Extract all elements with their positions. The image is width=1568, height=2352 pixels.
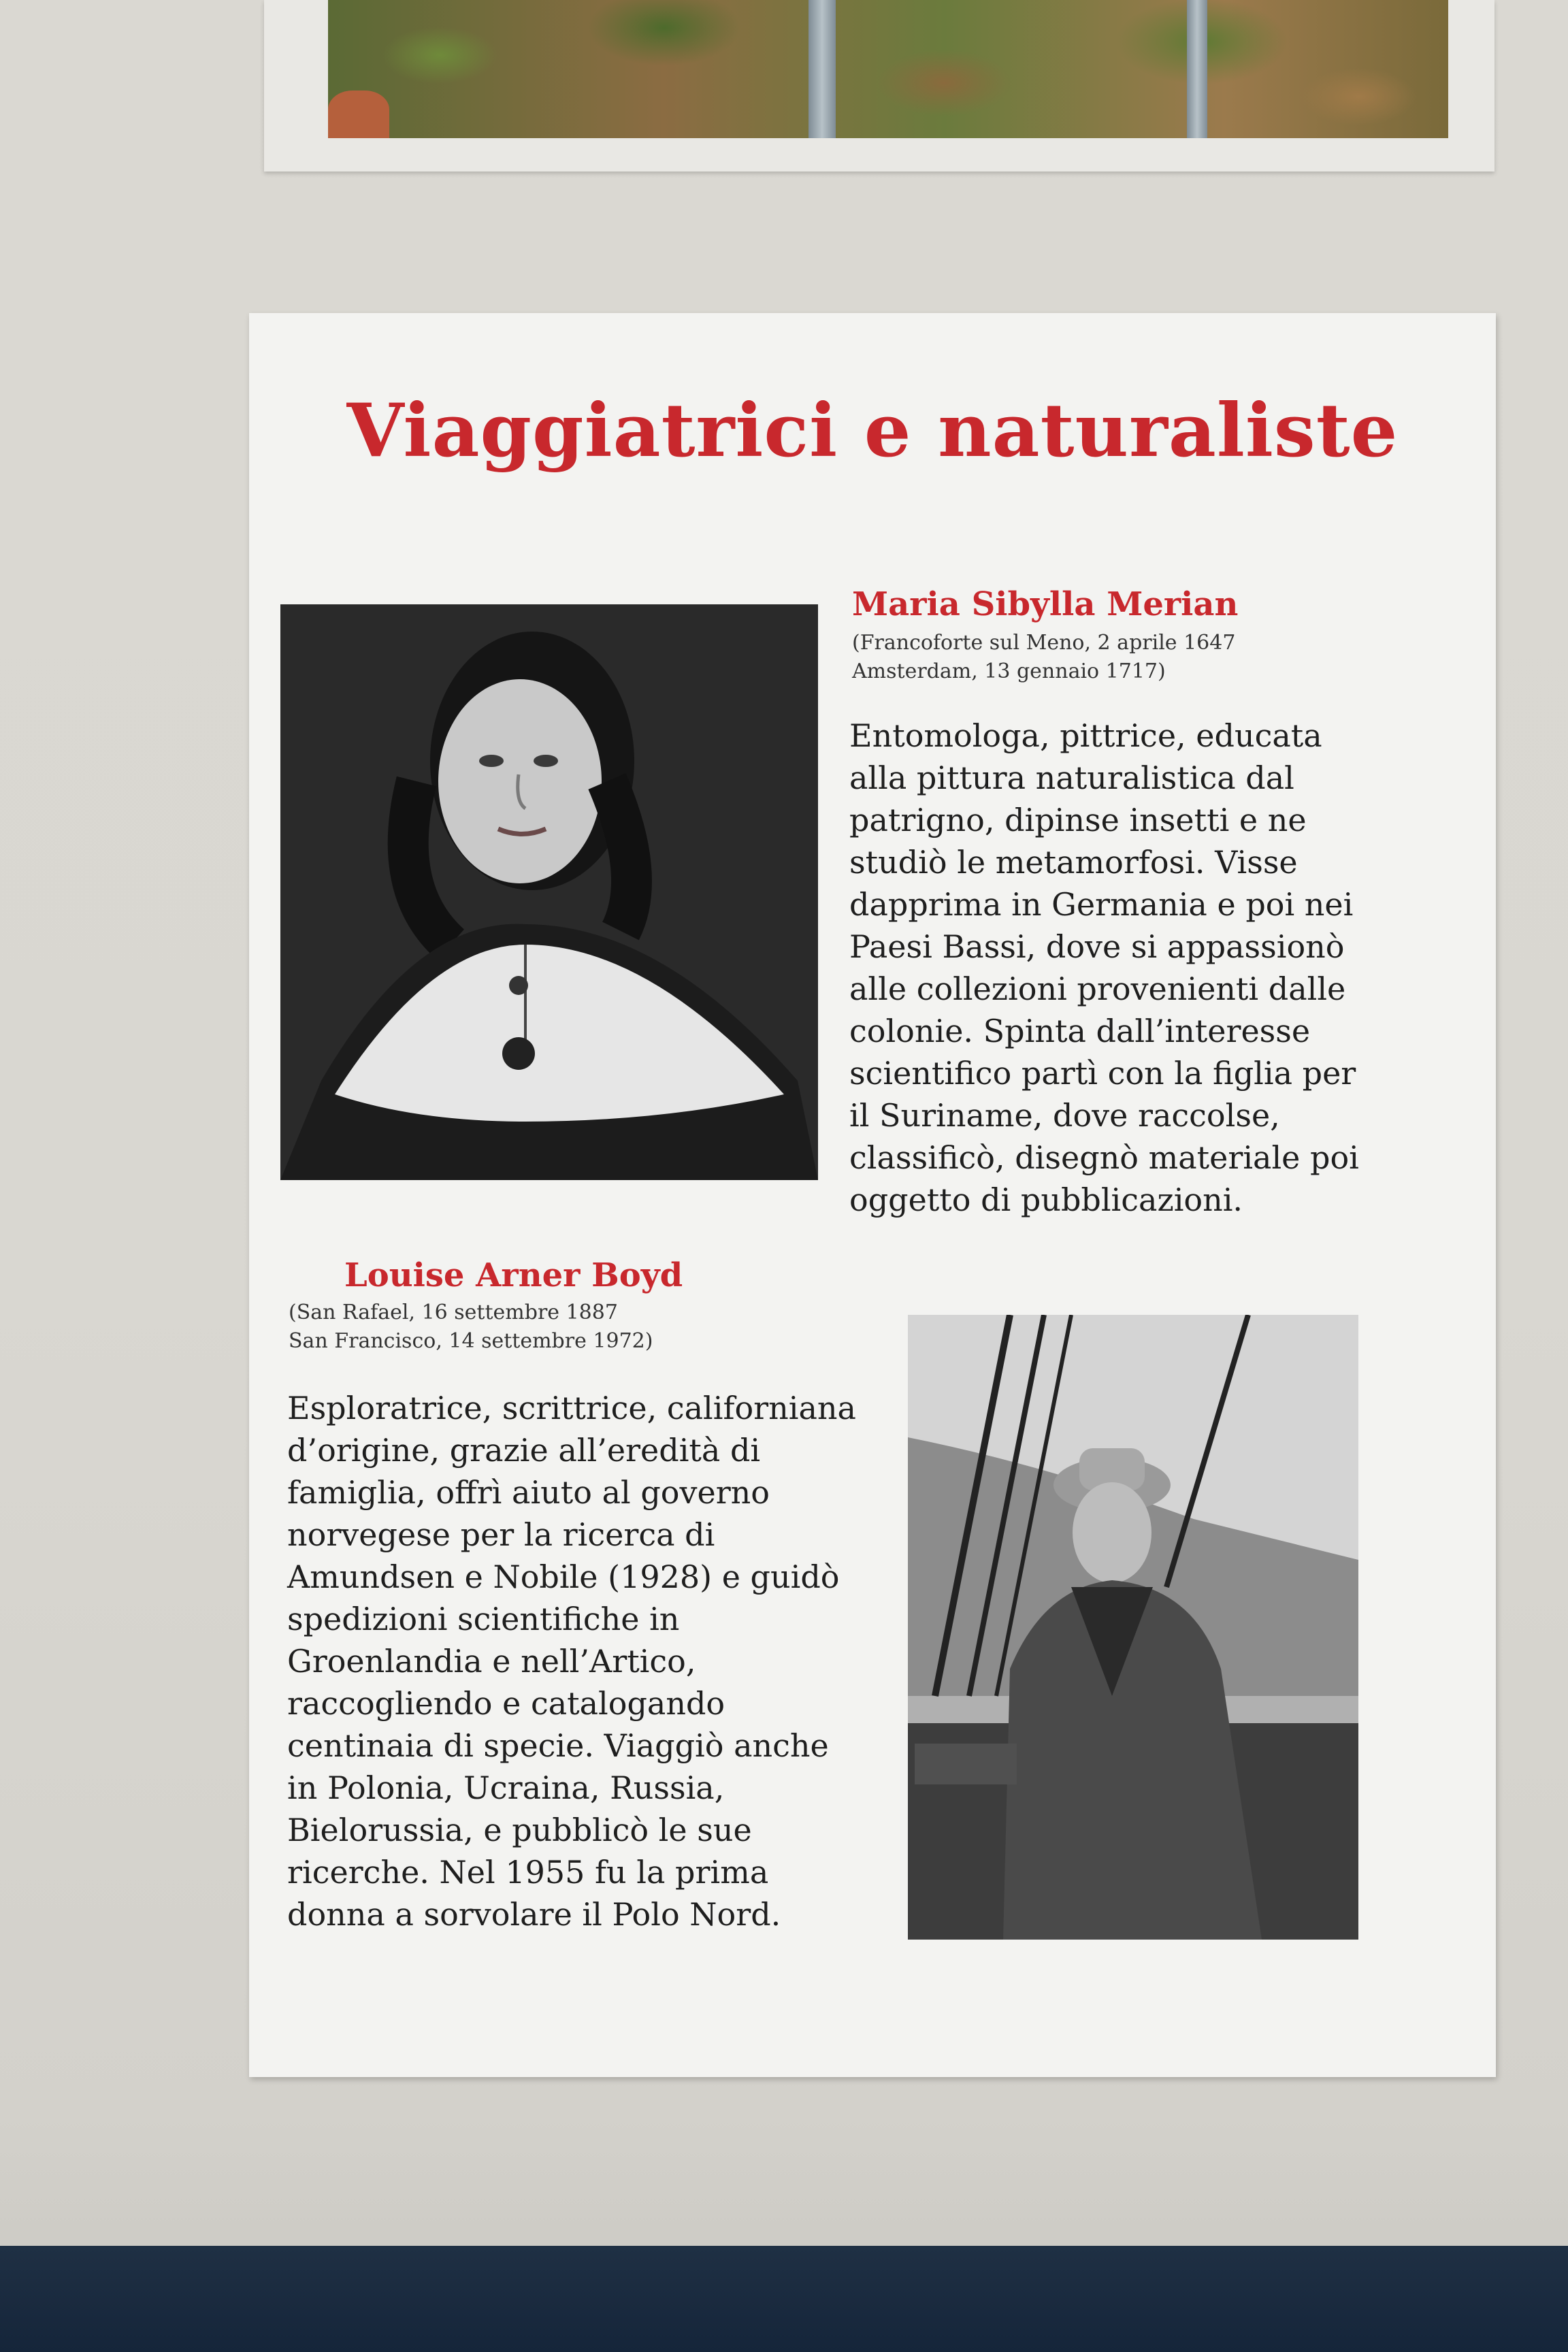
bio-line: norvegese per la ricerca di: [287, 1516, 715, 1553]
bio-line: ricerche. Nel 1955 fu la prima: [287, 1854, 769, 1891]
bio-line: Groenlandia e nell’Artico,: [287, 1643, 696, 1680]
bio-line: scientifico partì con la figlia per: [849, 1055, 1356, 1092]
boyd-birth: (San Rafael, 16 settembre 1887: [289, 1301, 618, 1324]
bio-line: alle collezioni provenienti dalle: [849, 970, 1346, 1007]
boyd-dates: [289, 1298, 653, 1356]
bio-line: d’origine, grazie all’eredità di: [287, 1432, 761, 1469]
bio-line: famiglia, offrì aiuto al governo: [287, 1474, 770, 1511]
bio-line: alla pittura naturalistica dal: [849, 760, 1294, 796]
merian-name: Maria Sibylla Merian: [852, 585, 1239, 623]
merian-bio: [849, 715, 1462, 1221]
bio-line: raccogliendo e catalogando: [287, 1685, 725, 1722]
bio-line: centinaia di specie. Viaggiò anche: [287, 1727, 829, 1764]
terracotta-pot: [328, 91, 389, 138]
bio-line: Paesi Bassi, dove si appassionò: [849, 928, 1345, 965]
bio-line: oggetto di pubblicazioni.: [849, 1181, 1243, 1218]
drain-pipe: [1187, 0, 1207, 138]
garden-photo: [328, 0, 1448, 138]
merian-birth: (Francoforte sul Meno, 2 aprile 1647: [852, 631, 1236, 655]
boyd-bio: [287, 1387, 872, 1936]
merian-portrait-drawing: [280, 604, 818, 1180]
boyd-photo-drawing: [908, 1315, 1358, 1940]
drain-pipe: [808, 0, 836, 138]
bio-line: classificò, disegnò materiale poi: [849, 1139, 1359, 1176]
merian-death: Amsterdam, 13 gennaio 1717): [852, 659, 1166, 683]
bio-line: il Suriname, dove raccolse,: [849, 1097, 1280, 1134]
bio-line: patrigno, dipinse insetti e ne: [849, 802, 1307, 838]
merian-portrait: [280, 604, 818, 1180]
bio-line: Entomologa, pittrice, educata: [849, 717, 1322, 754]
bio-line: donna a sorvolare il Polo Nord.: [287, 1896, 781, 1933]
bio-line: Esploratrice, scrittrice, californiana: [287, 1390, 856, 1426]
bio-line: studiò le metamorfosi. Visse: [849, 844, 1298, 881]
bio-line: Amundsen e Nobile (1928) e guidò: [287, 1558, 840, 1595]
boyd-name: Louise Arner Boyd: [344, 1256, 683, 1294]
bio-line: in Polonia, Ucraina, Russia,: [287, 1769, 725, 1806]
bio-line: colonie. Spinta dall’interesse: [849, 1013, 1311, 1049]
bio-line: spedizioni scientifiche in: [287, 1601, 680, 1637]
poster-title: Viaggiatrici e naturaliste: [346, 388, 1399, 474]
boyd-death: San Francisco, 14 settembre 1972): [289, 1329, 653, 1353]
poster: [249, 313, 1496, 2077]
bio-line: dapprima in Germania e poi nei: [849, 886, 1354, 923]
merian-dates: [852, 629, 1235, 686]
boyd-photo: [908, 1315, 1358, 1940]
bio-line: Bielorussia, e pubblicò le sue: [287, 1812, 752, 1848]
bottom-strip: [0, 2246, 1568, 2352]
